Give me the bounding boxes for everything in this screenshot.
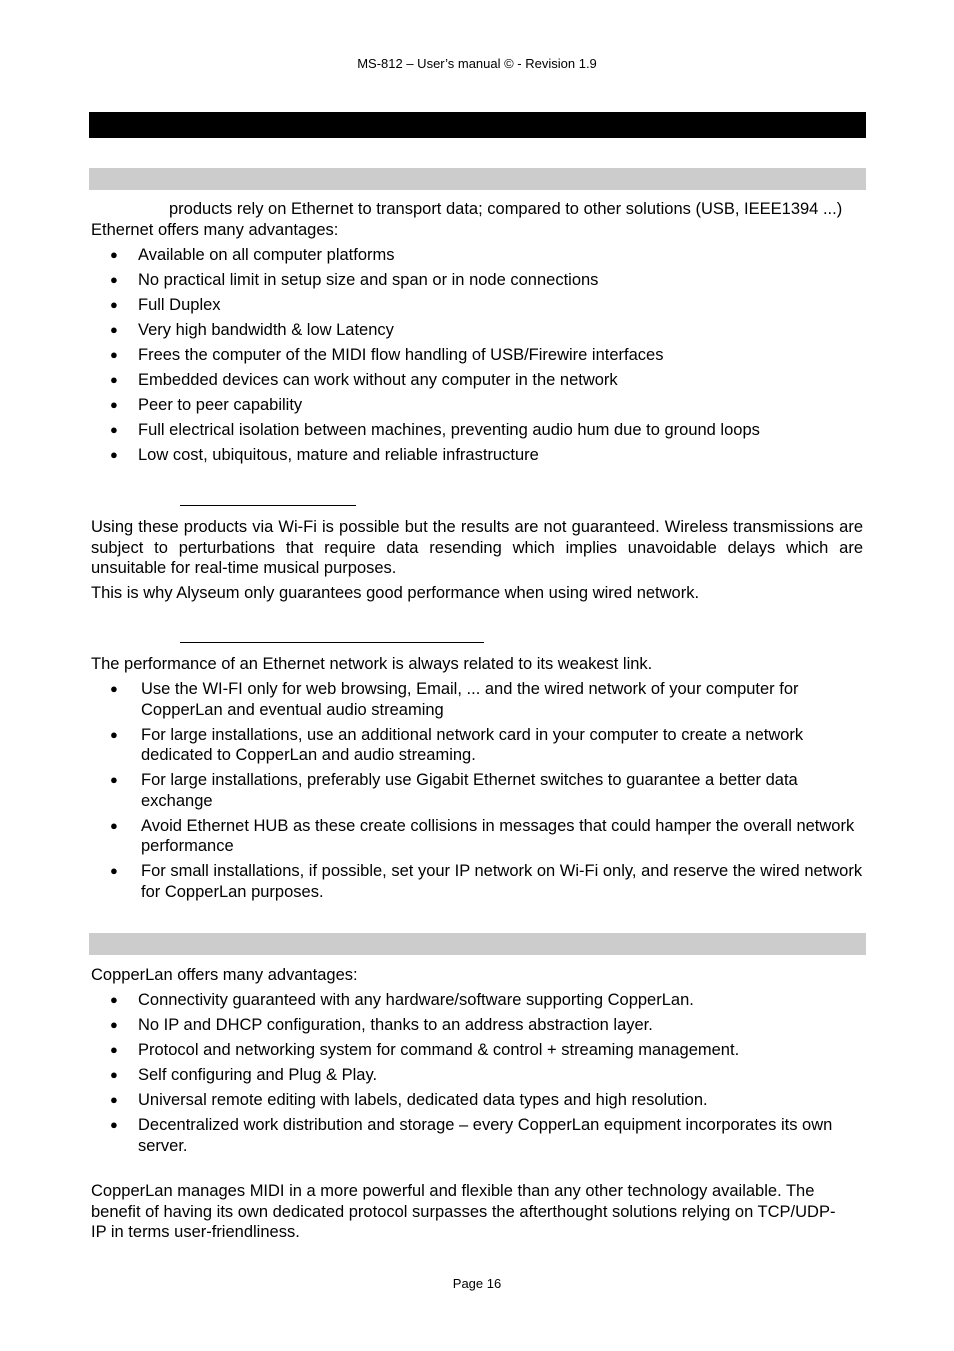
bullet-icon: ●	[110, 447, 118, 462]
bullet-icon: ●	[110, 322, 118, 337]
list-item: ● Peer to peer capability	[110, 396, 303, 414]
bullet-icon: ●	[110, 297, 118, 312]
bullet-icon: ●	[110, 247, 118, 262]
bullet-icon: ●	[110, 1042, 118, 1057]
list-item: ● For large installations, use an additional network card in your computer to create a network dedicated to CopperLan and audio streaming.	[110, 725, 804, 764]
bullet-icon: ●	[110, 1117, 118, 1132]
list-item: ● Connectivity guaranteed with any hardware/software supporting CopperLan.	[110, 991, 694, 1009]
bullet-icon: ●	[110, 272, 118, 287]
bullet-icon: ●	[110, 863, 118, 878]
bullet-icon: ●	[110, 347, 118, 362]
copperlan-intro: CopperLan offers many advantages:	[91, 966, 358, 984]
list-item: ● Decentralized work distribution and storage – every CopperLan equipment incorporates its own server.	[110, 1116, 833, 1155]
list-item: ● Available on all computer platforms	[110, 246, 395, 264]
list-item: ● Self configuring and Plug & Play.	[110, 1066, 378, 1084]
bullet-icon: ●	[110, 1067, 118, 1082]
bullet-icon: ●	[110, 681, 118, 696]
list-item: ● Avoid Ethernet HUB as these create collisions in messages that could hamper the overall network performance	[110, 816, 855, 855]
bullet-icon: ●	[110, 817, 118, 833]
list-item: ● For small installations, if possible, set your IP network on Wi-Fi only, and reserve the wired network for CopperLan purposes.	[110, 862, 863, 901]
list-item: ● Universal remote editing with labels, dedicated data types and high resolution.	[110, 1091, 708, 1109]
tips-intro: The performance of an Ethernet network is always related to its weakest link.	[91, 655, 653, 673]
bullet-icon: ●	[110, 422, 118, 437]
list-item: ● Full Duplex	[110, 296, 221, 314]
bullet-icon: ●	[110, 1017, 118, 1032]
page-number: Page 16	[452, 1276, 502, 1291]
wifi-guarantee-paragraph: This is why Alyseum only guarantees good performance when using wired network.	[91, 584, 700, 602]
bullet-icon: ●	[110, 992, 118, 1007]
ethernet-advantages-list	[91, 245, 863, 470]
list-item: ● No practical limit in setup size and span or in node connections	[110, 271, 599, 289]
list-item: ● Protocol and networking system for command & control + streaming management.	[110, 1041, 740, 1059]
subheading-underline-wifi	[180, 505, 356, 506]
copperlan-advantages-list	[91, 990, 863, 1156]
network-tips-list	[91, 679, 863, 907]
ethernet-intro: products rely on Ethernet to transport data; compared to other solutions (USB, IEEE1394 ...) Ethernet offers many advantages:	[91, 200, 843, 239]
wifi-paragraph: Using these products via Wi-Fi is possible but the results are not guaranteed. Wireless transmissions are subject to perturbations that require data resending which implies unavoidable delays which are unsuitable for real-time musical purposes.	[91, 518, 863, 577]
list-item: ● Frees the computer of the MIDI flow handling of USB/Firewire interfaces	[110, 346, 664, 364]
list-item: ● Use the WI-FI only for web browsing, Email, ... and the wired network of your computer for CopperLan and eventual audio streaming	[110, 680, 799, 719]
list-item: ● Full electrical isolation between machines, preventing audio hum due to ground loops	[110, 421, 760, 439]
bullet-icon: ●	[110, 372, 118, 387]
subheading-underline-tips	[180, 642, 484, 643]
section-title-bar-ethernet	[89, 168, 866, 190]
page-header: MS-812 – User’s manual © - Revision 1.9	[357, 56, 597, 71]
list-item: ● Very high bandwidth & low Latency	[110, 321, 394, 339]
chapter-title-bar	[89, 112, 866, 138]
list-item: ● For large installations, preferably use Gigabit Ethernet switches to guarantee a better data exchange	[110, 771, 798, 810]
bullet-icon: ●	[110, 1092, 118, 1107]
bullet-icon: ●	[110, 772, 118, 787]
bullet-icon: ●	[110, 397, 118, 412]
copperlan-closing-paragraph: CopperLan manages MIDI in a more powerful and flexible than any other technology available. The benefit of having its own dedicated protocol surpasses the afterthought solutions relying on TCP/UDP-IP in terms user-friendliness.	[91, 1182, 836, 1241]
list-item: ● Low cost, ubiquitous, mature and reliable infrastructure	[110, 446, 539, 464]
list-item: ● Embedded devices can work without any computer in the network	[110, 371, 618, 389]
list-item: ● No IP and DHCP configuration, thanks to an address abstraction layer.	[110, 1016, 653, 1034]
section-title-bar-copperlan	[89, 933, 866, 955]
bullet-icon: ●	[110, 726, 118, 742]
